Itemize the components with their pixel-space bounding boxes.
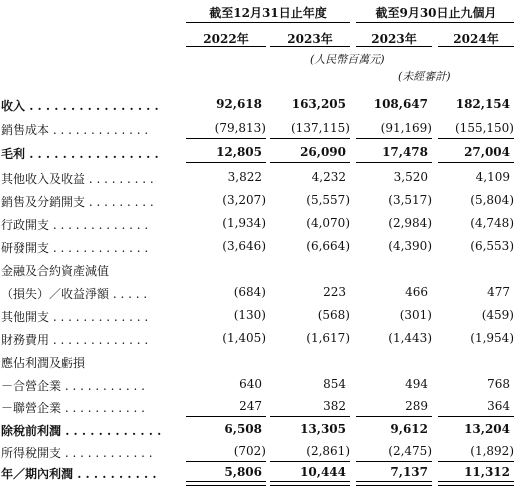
total-double-rule — [438, 481, 514, 486]
cell-joint-ventures-2022: 640 — [239, 377, 262, 391]
cell-joint-ventures-2024-nine: 768 — [487, 377, 510, 391]
subtotal-rule — [356, 416, 432, 417]
unit-note: (人民幣百萬元) — [310, 53, 385, 66]
row-label-admin-expenses: 行政開支 . . . . . . . . . . . . . — [1, 218, 149, 232]
cell-revenue-2023: 163,205 — [291, 97, 346, 111]
group-header-nine-months: 截至9月30日止九個月 — [375, 6, 497, 20]
year-header-2023: 2023年 — [287, 32, 333, 46]
cell-finance-costs-2022: (1,405) — [222, 331, 266, 345]
unaudited-note: (未經審計) — [398, 70, 451, 83]
cell-profit-before-tax-2023-nine: 9,612 — [390, 422, 428, 436]
cell-rd-expenses-2023: (6,664) — [306, 239, 350, 253]
cell-cost-of-sales-2022: (79,813) — [214, 121, 266, 135]
subtotal-rule — [356, 138, 432, 139]
subtotal-rule — [186, 416, 266, 417]
row-label-profit-before-tax: 除稅前利潤 . . . . . . . . . . . . — [1, 424, 162, 438]
row-label-joint-ventures: －合營企業 . . . . . . . . . . . — [1, 379, 145, 393]
group-header-year: 截至12月31日止年度 — [209, 6, 327, 20]
row-label-share-heading: 應佔利潤及虧損 — [1, 356, 86, 370]
cell-profit-for-period-2024-nine: 11,312 — [464, 465, 510, 479]
year-header-2023-nine: 2023年 — [371, 32, 417, 46]
year-rule-4 — [438, 46, 514, 47]
cell-profit-for-period-2023-nine: 7,137 — [390, 465, 428, 479]
cell-revenue-2024-nine: 182,154 — [455, 97, 510, 111]
subtotal-rule — [186, 162, 266, 163]
cell-associates-2024-nine: 364 — [487, 399, 510, 413]
subtotal-rule — [270, 461, 350, 462]
cell-gross-profit-2023: 26,090 — [300, 145, 346, 159]
cell-associates-2023-nine: 289 — [405, 399, 428, 413]
cell-other-income-2023-nine: 3,520 — [393, 170, 428, 184]
subtotal-rule — [438, 416, 514, 417]
cell-selling-expenses-2023: (5,557) — [306, 193, 350, 207]
cell-finance-costs-2024-nine: (1,954) — [470, 331, 514, 345]
cell-rd-expenses-2024-nine: (6,553) — [470, 239, 514, 253]
cell-other-income-2024-nine: 4,109 — [475, 170, 510, 184]
subtotal-rule — [356, 461, 432, 462]
year-header-2024-nine: 2024年 — [453, 32, 499, 46]
subtotal-rule — [438, 138, 514, 139]
total-double-rule — [186, 481, 266, 486]
row-label-revenue: 收入 . . . . . . . . . . . . . . . . — [1, 99, 159, 113]
cell-profit-before-tax-2022: 6,508 — [224, 422, 262, 436]
cell-rd-expenses-2023-nine: (4,390) — [388, 239, 432, 253]
cell-admin-expenses-2023: (4,070) — [306, 216, 350, 230]
cell-profit-for-period-2022: 5,806 — [224, 465, 262, 479]
cell-admin-expenses-2024-nine: (4,748) — [470, 216, 514, 230]
cell-joint-ventures-2023: 854 — [323, 377, 346, 391]
year-header-2022: 2022年 — [203, 32, 249, 46]
cell-impairment-2023-nine: 466 — [405, 285, 428, 299]
row-label-income-tax: 所得稅開支 . . . . . . . . . . . . — [1, 446, 153, 460]
cell-other-expenses-2023: (568) — [317, 308, 350, 322]
cell-revenue-2023-nine: 108,647 — [373, 97, 428, 111]
cell-other-expenses-2022: (130) — [233, 308, 266, 322]
cell-gross-profit-2024-nine: 27,004 — [464, 145, 510, 159]
subtotal-rule — [438, 162, 514, 163]
row-label-other-income: 其他收入及收益 . . . . . . . . . — [1, 172, 154, 186]
cell-revenue-2022: 92,618 — [216, 97, 262, 111]
cell-other-expenses-2024-nine: (459) — [481, 308, 514, 322]
cell-profit-for-period-2023: 10,444 — [300, 465, 346, 479]
cell-finance-costs-2023-nine: (1,443) — [388, 331, 432, 345]
cell-selling-expenses-2022: (3,207) — [222, 193, 266, 207]
cell-other-expenses-2023-nine: (301) — [399, 308, 432, 322]
row-label-associates: －聯營企業 . . . . . . . . . . . — [1, 401, 145, 415]
cell-other-income-2022: 3,822 — [227, 170, 262, 184]
total-double-rule — [270, 481, 350, 486]
group-rule-nine-months — [356, 22, 514, 23]
subtotal-rule — [186, 461, 266, 462]
year-rule-3 — [356, 46, 432, 47]
row-label-cost-of-sales: 銷售成本 . . . . . . . . . . . . . — [1, 123, 149, 137]
cell-income-tax-2022: (702) — [233, 444, 266, 458]
cell-profit-before-tax-2023: 13,305 — [300, 422, 346, 436]
row-label-selling-expenses: 銷售及分銷開支 . . . . . . . . . — [1, 195, 154, 209]
subtotal-rule — [186, 138, 266, 139]
group-rule-year — [186, 22, 350, 23]
subtotal-rule — [356, 162, 432, 163]
cell-income-tax-2023-nine: (2,475) — [388, 444, 432, 458]
cell-admin-expenses-2022: (1,934) — [222, 216, 266, 230]
cell-rd-expenses-2022: (3,646) — [222, 239, 266, 253]
subtotal-rule — [270, 416, 350, 417]
row-label-impairment-heading: 金融及合約資產減值 — [1, 264, 110, 278]
cell-impairment-2024-nine: 477 — [487, 285, 510, 299]
cell-cost-of-sales-2023: (137,115) — [291, 121, 350, 135]
subtotal-rule — [270, 138, 350, 139]
total-double-rule — [356, 481, 432, 486]
year-rule-2 — [270, 46, 350, 47]
cell-impairment-2022: (684) — [233, 285, 266, 299]
cell-income-tax-2023: (2,861) — [306, 444, 350, 458]
row-label-gross-profit: 毛利 . . . . . . . . . . . . . . . . — [1, 147, 159, 161]
cell-associates-2023: 382 — [323, 399, 346, 413]
cell-selling-expenses-2023-nine: (3,517) — [388, 193, 432, 207]
cell-associates-2022: 247 — [239, 399, 262, 413]
cell-admin-expenses-2023-nine: (2,984) — [388, 216, 432, 230]
row-label-rd-expenses: 研發開支 . . . . . . . . . . . . . — [1, 241, 149, 255]
subtotal-rule — [438, 461, 514, 462]
cell-gross-profit-2023-nine: 17,478 — [382, 145, 428, 159]
cell-joint-ventures-2023-nine: 494 — [405, 377, 428, 391]
row-label-profit-for-period: 年／期內利潤 . . . . . . . . . . — [1, 467, 157, 481]
cell-finance-costs-2023: (1,617) — [306, 331, 350, 345]
row-label-finance-costs: 財務費用 . . . . . . . . . . . . . — [1, 333, 149, 347]
cell-cost-of-sales-2024-nine: (155,150) — [455, 121, 514, 135]
cell-selling-expenses-2024-nine: (5,804) — [470, 193, 514, 207]
year-rule-1 — [186, 46, 266, 47]
row-label-other-expenses: 其他開支 . . . . . . . . . . . . . — [1, 310, 149, 324]
cell-profit-before-tax-2024-nine: 13,204 — [464, 422, 510, 436]
cell-cost-of-sales-2023-nine: (91,169) — [380, 121, 432, 135]
cell-gross-profit-2022: 12,805 — [216, 145, 262, 159]
cell-other-income-2023: 4,232 — [311, 170, 346, 184]
subtotal-rule — [270, 162, 350, 163]
cell-impairment-2023: 223 — [323, 285, 346, 299]
row-label-impairment-net: （損失）／收益淨額 . . . . . — [1, 287, 148, 301]
cell-income-tax-2024-nine: (1,892) — [470, 444, 514, 458]
